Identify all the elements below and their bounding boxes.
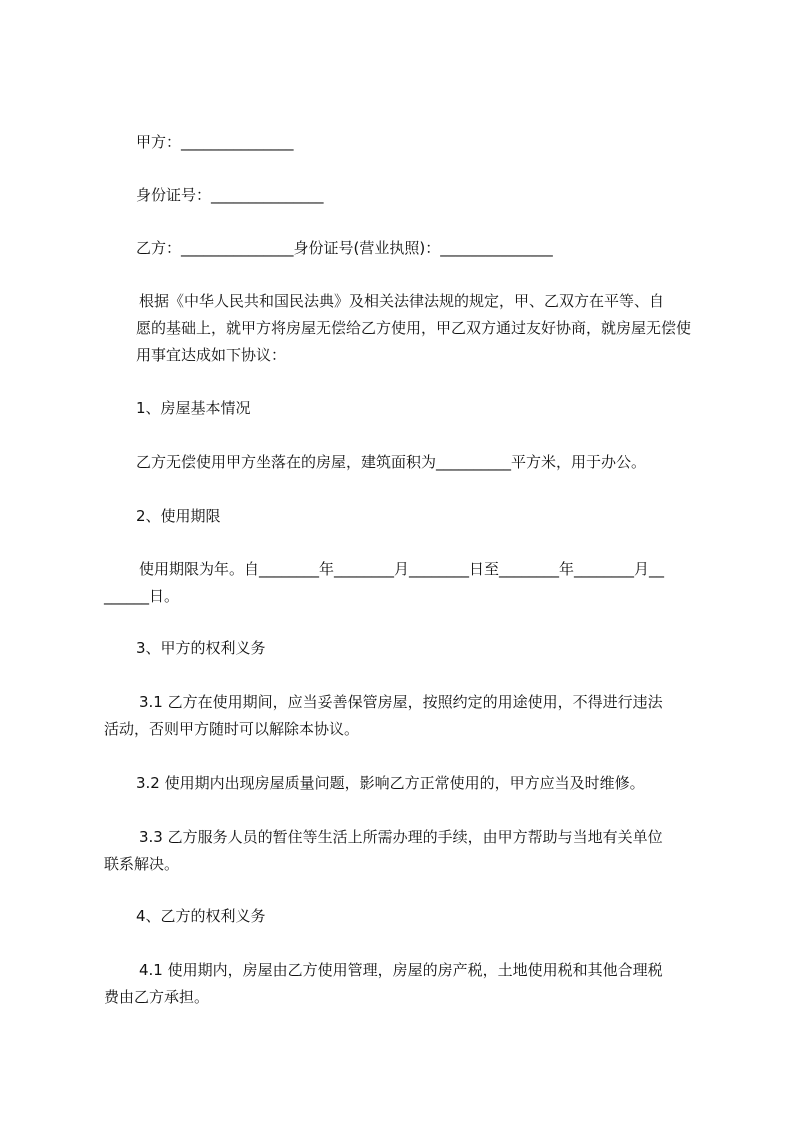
section-3-item-1-line-1: 3.1 乙方在使用期间，应当妥善保管房屋，按照约定的用途使用，不得进行违法 [139, 693, 663, 711]
section-3-item-3-line-2: 联系解决。 [104, 855, 180, 873]
party-a-line: 甲方：_______________ [136, 133, 294, 151]
section-4-heading: 4、乙方的权利义务 [136, 907, 266, 925]
section-2-line-1: 使用期限为年。自________年________月________日至________年________月__ [139, 560, 665, 578]
section-4-item-1-line-1: 4.1 使用期内，房屋由乙方使用管理，房屋的房产税，土地使用税和其他合理税 [139, 961, 663, 979]
section-2-line-2: ______日。 [104, 587, 180, 605]
section-1-text: 乙方无偿使用甲方坐落在的房屋，建筑面积为__________平方米，用于办公。 [136, 453, 647, 471]
section-3-item-3-line-1: 3.3 乙方服务人员的暂住等生活上所需办理的手续，由甲方帮助与当地有关单位 [139, 828, 663, 846]
intro-line-3: 用事宜达成如下协议： [136, 346, 287, 364]
intro-line-2: 愿的基础上，就甲方将房屋无偿给乙方使用，甲乙双方通过友好协商，就房屋无偿使 [136, 319, 692, 337]
section-3-item-1-line-2: 活动，否则甲方随时可以解除本协议。 [104, 720, 360, 738]
section-3-item-2: 3.2 使用期内出现房屋质量问题，影响乙方正常使用的，甲方应当及时维修。 [136, 774, 645, 792]
id-number-line: 身份证号：_______________ [136, 186, 324, 204]
section-4-item-1-line-2: 费由乙方承担。 [104, 988, 210, 1006]
section-1-heading: 1、房屋基本情况 [136, 399, 251, 417]
party-b-line: 乙方：_______________身份证号(营业执照)：_______________ [136, 239, 553, 257]
section-3-heading: 3、甲方的权利义务 [136, 639, 266, 657]
section-2-heading: 2、使用期限 [136, 507, 221, 525]
intro-line-1: 根据《中华人民共和国民法典》及相关法律法规的规定，甲、乙双方在平等、自 [139, 292, 665, 310]
